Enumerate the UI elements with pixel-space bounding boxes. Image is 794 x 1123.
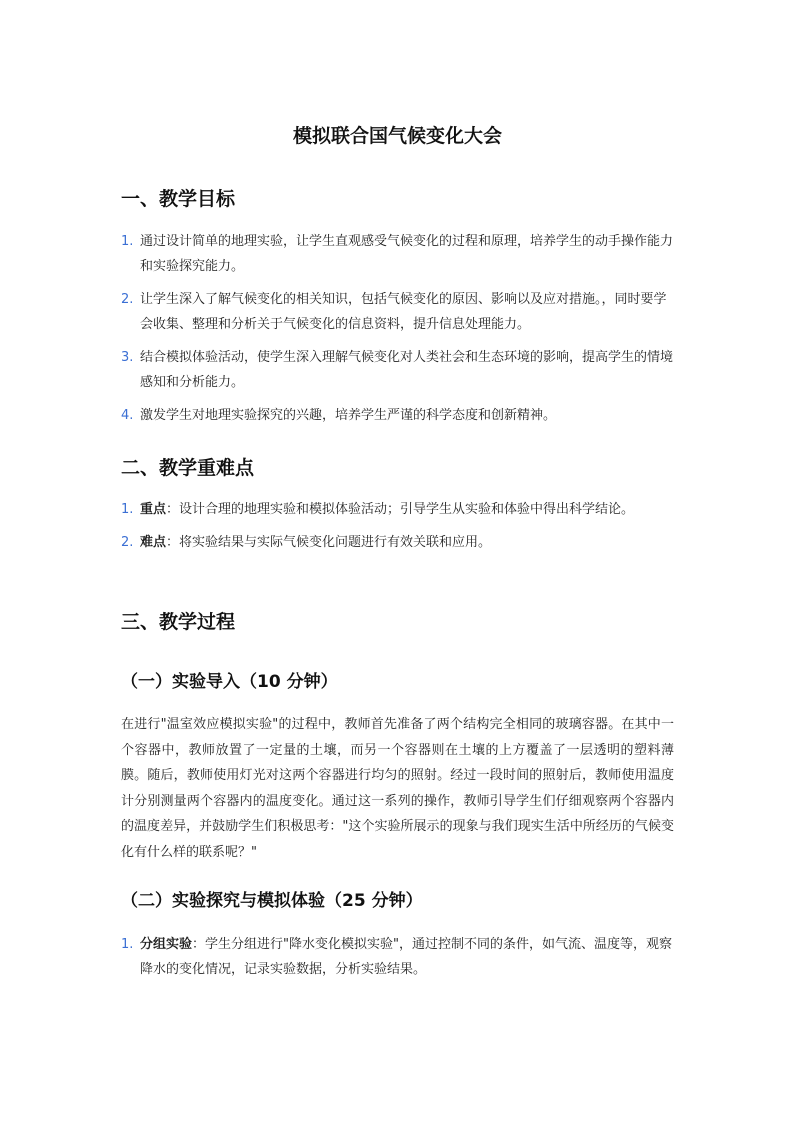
list-item [121,229,674,279]
list-item-text: 将实验结果与实际气候变化问题进行有效关联和应用。 [179,535,492,550]
list-number: 1. [121,937,134,952]
list-number: 1. [121,502,134,517]
list-item [121,287,674,337]
document-title: 模拟联合国气候变化大会 [292,125,502,147]
list-item-label: 难点 [140,535,167,550]
subsection-heading-intro: （一）实验导入（10 分钟） [121,672,338,692]
list-item [121,932,674,982]
list-number: 1. [121,234,134,249]
exploration-list [121,932,674,990]
list-number: 3. [121,350,134,365]
label-separator: ： [166,535,180,550]
goals-list [121,229,674,436]
list-item [121,403,674,428]
list-item-text: 学生分组进行"降水变化模拟实验"，通过控制不同的条件，如气流、温度等，观察降水的变化情况，记录实验数据，分析实验结果。 [140,937,672,977]
list-item [121,497,674,522]
intro-paragraph: 在进行"温室效应模拟实验"的过程中，教师首先准备了两个结构完全相同的玻璃容器。在其中一个容器中，教师放置了一定量的土壤，而另一个容器则在土壤的上方覆盖了一层透明的塑料薄膜。随后，教师使用灯光对这两个容器进行均匀的照射。经过一段时间的照射后，教师使用温度计分别测量两个容器内的温度变化。通过这一系列的操作，教师引导学生们仔细观察两个容器内的温度差异，并鼓励学生们积极思考："这个实验所展示的现象与我们现实生活中所经历的气候变化有什么样的联系呢？" [121,717,674,860]
list-item [121,345,674,395]
list-number: 4. [121,408,134,423]
section-heading-goals: 一、教学目标 [121,188,236,210]
section-heading-key-points: 二、教学重难点 [121,457,255,479]
list-item-label: 重点 [140,502,167,517]
list-item [121,530,674,555]
section-heading-process: 三、教学过程 [121,611,236,633]
list-number: 2. [121,535,134,550]
label-separator: ： [166,502,180,517]
list-item-text: 设计合理的地理实验和模拟体验活动；引导学生从实验和体验中得出科学结论。 [179,502,635,517]
list-item-text: 让学生深入了解气候变化的相关知识，包括气候变化的原因、影响以及应对措施。，同时要学会收集、整理和分析关于气候变化的信息资料，提升信息处理能力。 [140,292,667,332]
subsection-heading-exploration: （二）实验探究与模拟体验（25 分钟） [121,891,423,911]
list-item-label: 分组实验 [140,937,193,952]
list-item-text: 激发学生对地理实验探究的兴趣，培养学生严谨的科学态度和创新精神。 [140,408,557,423]
list-item-text: 结合模拟体验活动，使学生深入理解气候变化对人类社会和生态环境的影响，提高学生的情境感知和分析能力。 [140,350,674,390]
label-separator: ： [192,937,206,952]
list-number: 2. [121,292,134,307]
list-item-text: 通过设计简单的地理实验，让学生直观感受气候变化的过程和原理，培养学生的动手操作能力和实验探究能力。 [140,234,674,274]
key-points-list [121,497,674,563]
